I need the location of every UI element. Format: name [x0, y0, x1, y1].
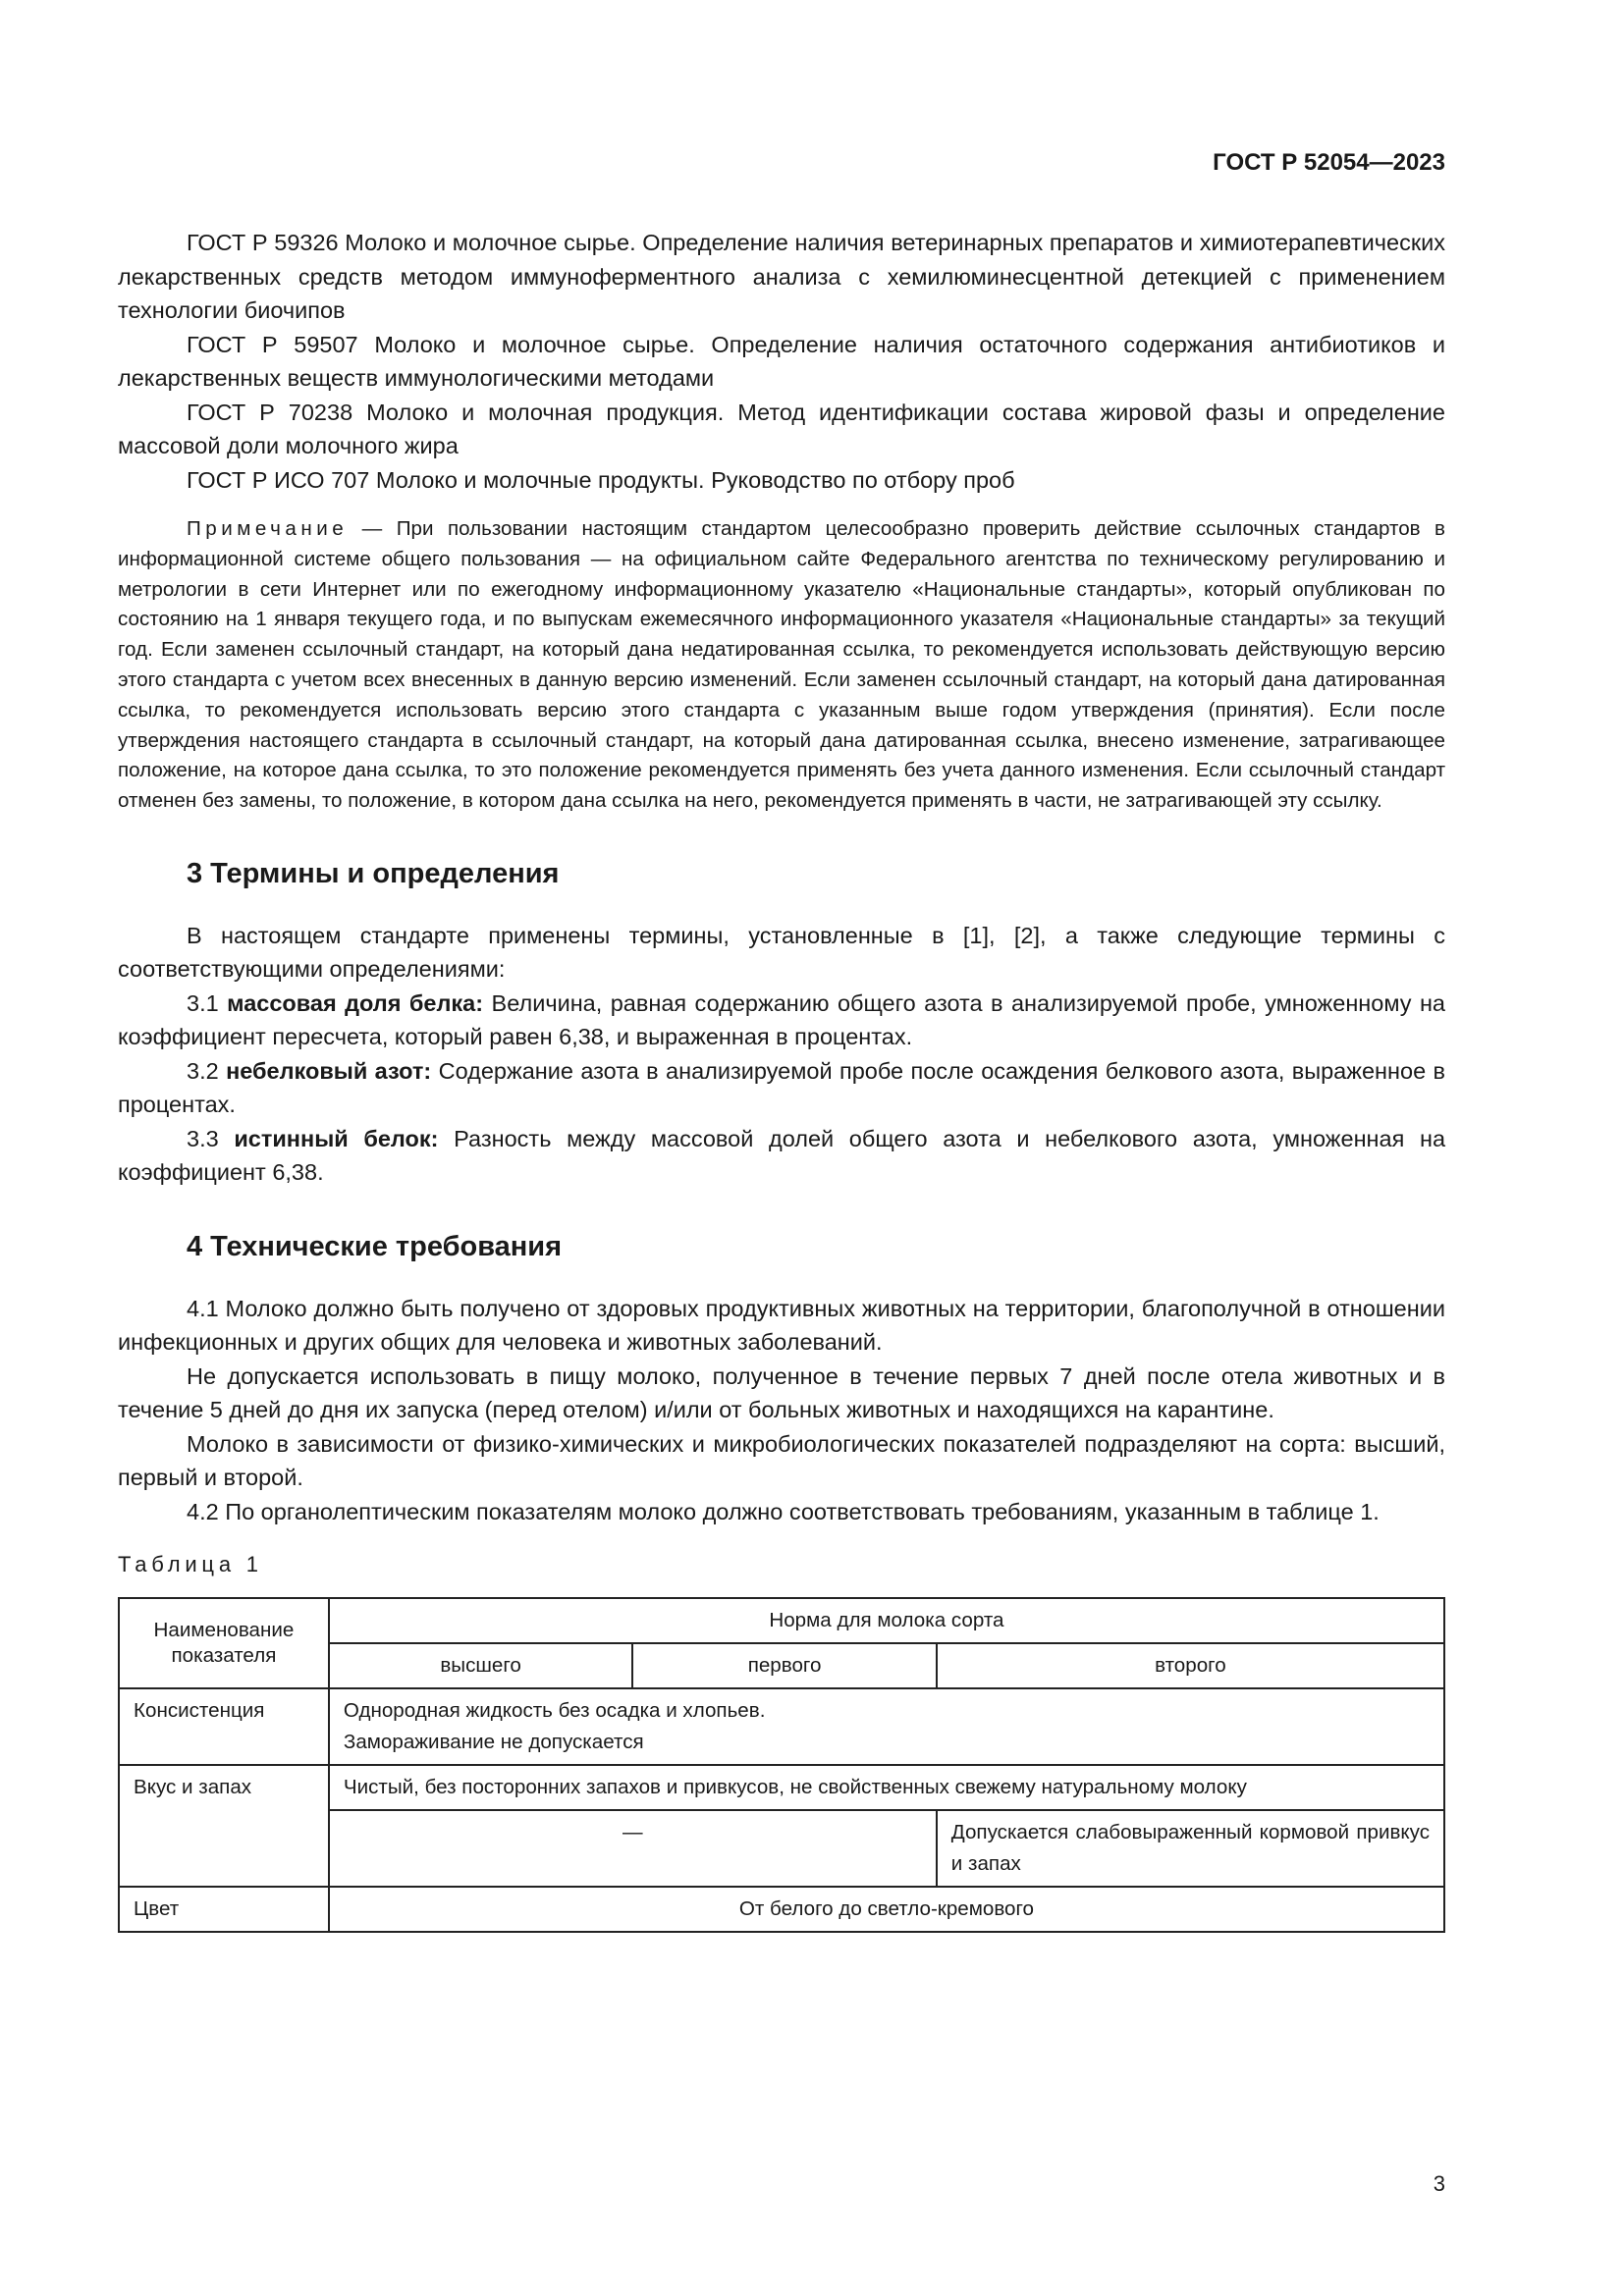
header-grade-first: первого: [632, 1643, 936, 1688]
page-number: 3: [1433, 2171, 1445, 2196]
cell-consistency: [329, 1688, 1444, 1765]
consistency-line: Однородная жидкость без осадка и хлопьев.: [343, 1699, 766, 1723]
section-4-title: 4 Технические требования: [187, 1230, 563, 1262]
term-name: небелковый азот:: [226, 1057, 432, 1084]
standard-id: ГОСТ Р 52054—2023: [1213, 149, 1445, 176]
note-label: Примечание: [187, 517, 349, 540]
header-grade-highest: высшего: [329, 1643, 632, 1688]
consistency-line: Замораживание не допускается: [343, 1731, 644, 1754]
table-row: [119, 1887, 1444, 1932]
term-name: массовая доля белка:: [227, 989, 484, 1016]
row-label-consistency: Консистенция: [119, 1688, 329, 1765]
section-3-title: 3 Термины и определения: [187, 857, 560, 889]
cell-color: От белого до светло-кремового: [329, 1887, 1444, 1932]
cell-taste-second: Допускается слабовыраженный кормовой привкус и запах: [937, 1810, 1444, 1887]
document-header: [118, 149, 1445, 177]
table-row: [119, 1688, 1444, 1765]
table-header-row: [119, 1598, 1444, 1643]
reference-item: ГОСТ Р 59507 Молоко и молочное сырье. Определение наличия остаточного содержания антибиотиков и лекарственных веществ иммунологическими методами: [118, 331, 1445, 391]
header-grade-second: второго: [937, 1643, 1444, 1688]
term-item: [118, 1054, 1445, 1122]
row-label-color: Цвет: [119, 1887, 329, 1932]
table-caption: Таблица 1: [118, 1552, 263, 1577]
term-definition: Величина, равная содержанию общего азота в анализируемой пробе, умноженному на коэффициент пересчета, который равен 6,38, и выраженная в процентах.: [118, 989, 1446, 1050]
term-definition: Содержание азота в анализируемой пробе после осаждения белкового азота, выраженное в процентах.: [118, 1057, 1446, 1118]
section-4-paragraph: 4.2 По органолептическим показателям молоко должно соответствовать требованиям, указанным в таблице 1.: [187, 1498, 1380, 1524]
table-1: [118, 1597, 1445, 1933]
note-block: [118, 514, 1445, 817]
term-number: 3.2: [187, 1057, 219, 1084]
section-3-intro: В настоящем стандарте применены термины, установленные в [1], [2], а также следующие термины с соответствующими определениями:: [118, 922, 1445, 983]
reference-item: ГОСТ Р 70238 Молоко и молочная продукция. Метод идентификации состава жировой фазы и определение массовой доли молочного жира: [118, 399, 1445, 458]
note-text: — При пользовании настоящим стандартом целесообразно проверить действие ссылочных стандартов в информационной системе общего пользования — на официальном сайте Федерального агентства по техническому регулированию и метрологии в сети Интернет или по ежегодному информационному указателю «Национальные стандарты», который опубликован по состоянию на 1 января текущего года, и по выпускам ежемесячного информационного указателя «Национальные стандарты» за текущий год. Если заменен ссылочный стандарт, на который дана недатированная ссылка, то рекомендуется использовать действующую версию этого стандарта с учетом всех внесенных в данную версию изменений. Если заменен ссылочный стандарт, на который дана датированная ссылка, то рекомендуется использовать версию этого стандарта с указанным выше годом утверждения (принятия). Если после утверждения настоящего стандарта в ссылочный стандарт, на который дана датированная ссылка, внесено изменение, затрагивающее положение, на которое дана ссылка, то это положение рекомендуется применять без учета данного изменения. Если ссылочный стандарт отменен без замены, то положение, в котором дана ссылка на него, рекомендуется применять в части, не затрагивающей эту ссылку.: [118, 517, 1445, 813]
cell-taste-common: Чистый, без посторонних запахов и привкусов, не свойственных свежему натуральному молоку: [329, 1765, 1444, 1810]
page-body: [118, 226, 1445, 1933]
term-item: [118, 987, 1445, 1054]
reference-item: ГОСТ Р ИСО 707 Молоко и молочные продукты. Руководство по отбору проб: [187, 466, 1015, 493]
section-4-paragraph: Молоко в зависимости от физико-химических и микробиологических показателей подразделяют на сорта: высший, первый и второй.: [118, 1430, 1445, 1491]
section-4-paragraph: 4.1 Молоко должно быть получено от здоровых продуктивных животных на территории, благополучной в отношении инфекционных и других общих для человека и животных заболеваний.: [118, 1295, 1445, 1356]
term-name: истинный белок:: [234, 1125, 439, 1151]
header-norm: Норма для молока сорта: [329, 1598, 1444, 1643]
section-4-paragraph: Не допускается использовать в пищу молоко, полученное в течение первых 7 дней после отела животных и в течение 5 дней до дня их запуска (перед отелом) и/или от больных животных и находящихся на карантине.: [118, 1362, 1445, 1423]
row-label-taste: Вкус и запах: [119, 1765, 329, 1887]
cell-taste-dash: —: [329, 1810, 937, 1887]
term-number: 3.1: [187, 989, 219, 1016]
term-item: [118, 1122, 1445, 1190]
term-definition: Разность между массовой долей общего азота и небелкового азота, умноженная на коэффициент 6,38.: [118, 1125, 1446, 1186]
reference-item: ГОСТ Р 59326 Молоко и молочное сырье. Определение наличия ветеринарных препаратов и химиотерапевтических лекарственных средств методом иммуноферментного анализа с хемилюминесцентной детекцией с применением технологии биочипов: [118, 230, 1445, 323]
header-param: Наименование показателя: [119, 1598, 329, 1688]
term-number: 3.3: [187, 1125, 219, 1151]
table-row: [119, 1765, 1444, 1810]
